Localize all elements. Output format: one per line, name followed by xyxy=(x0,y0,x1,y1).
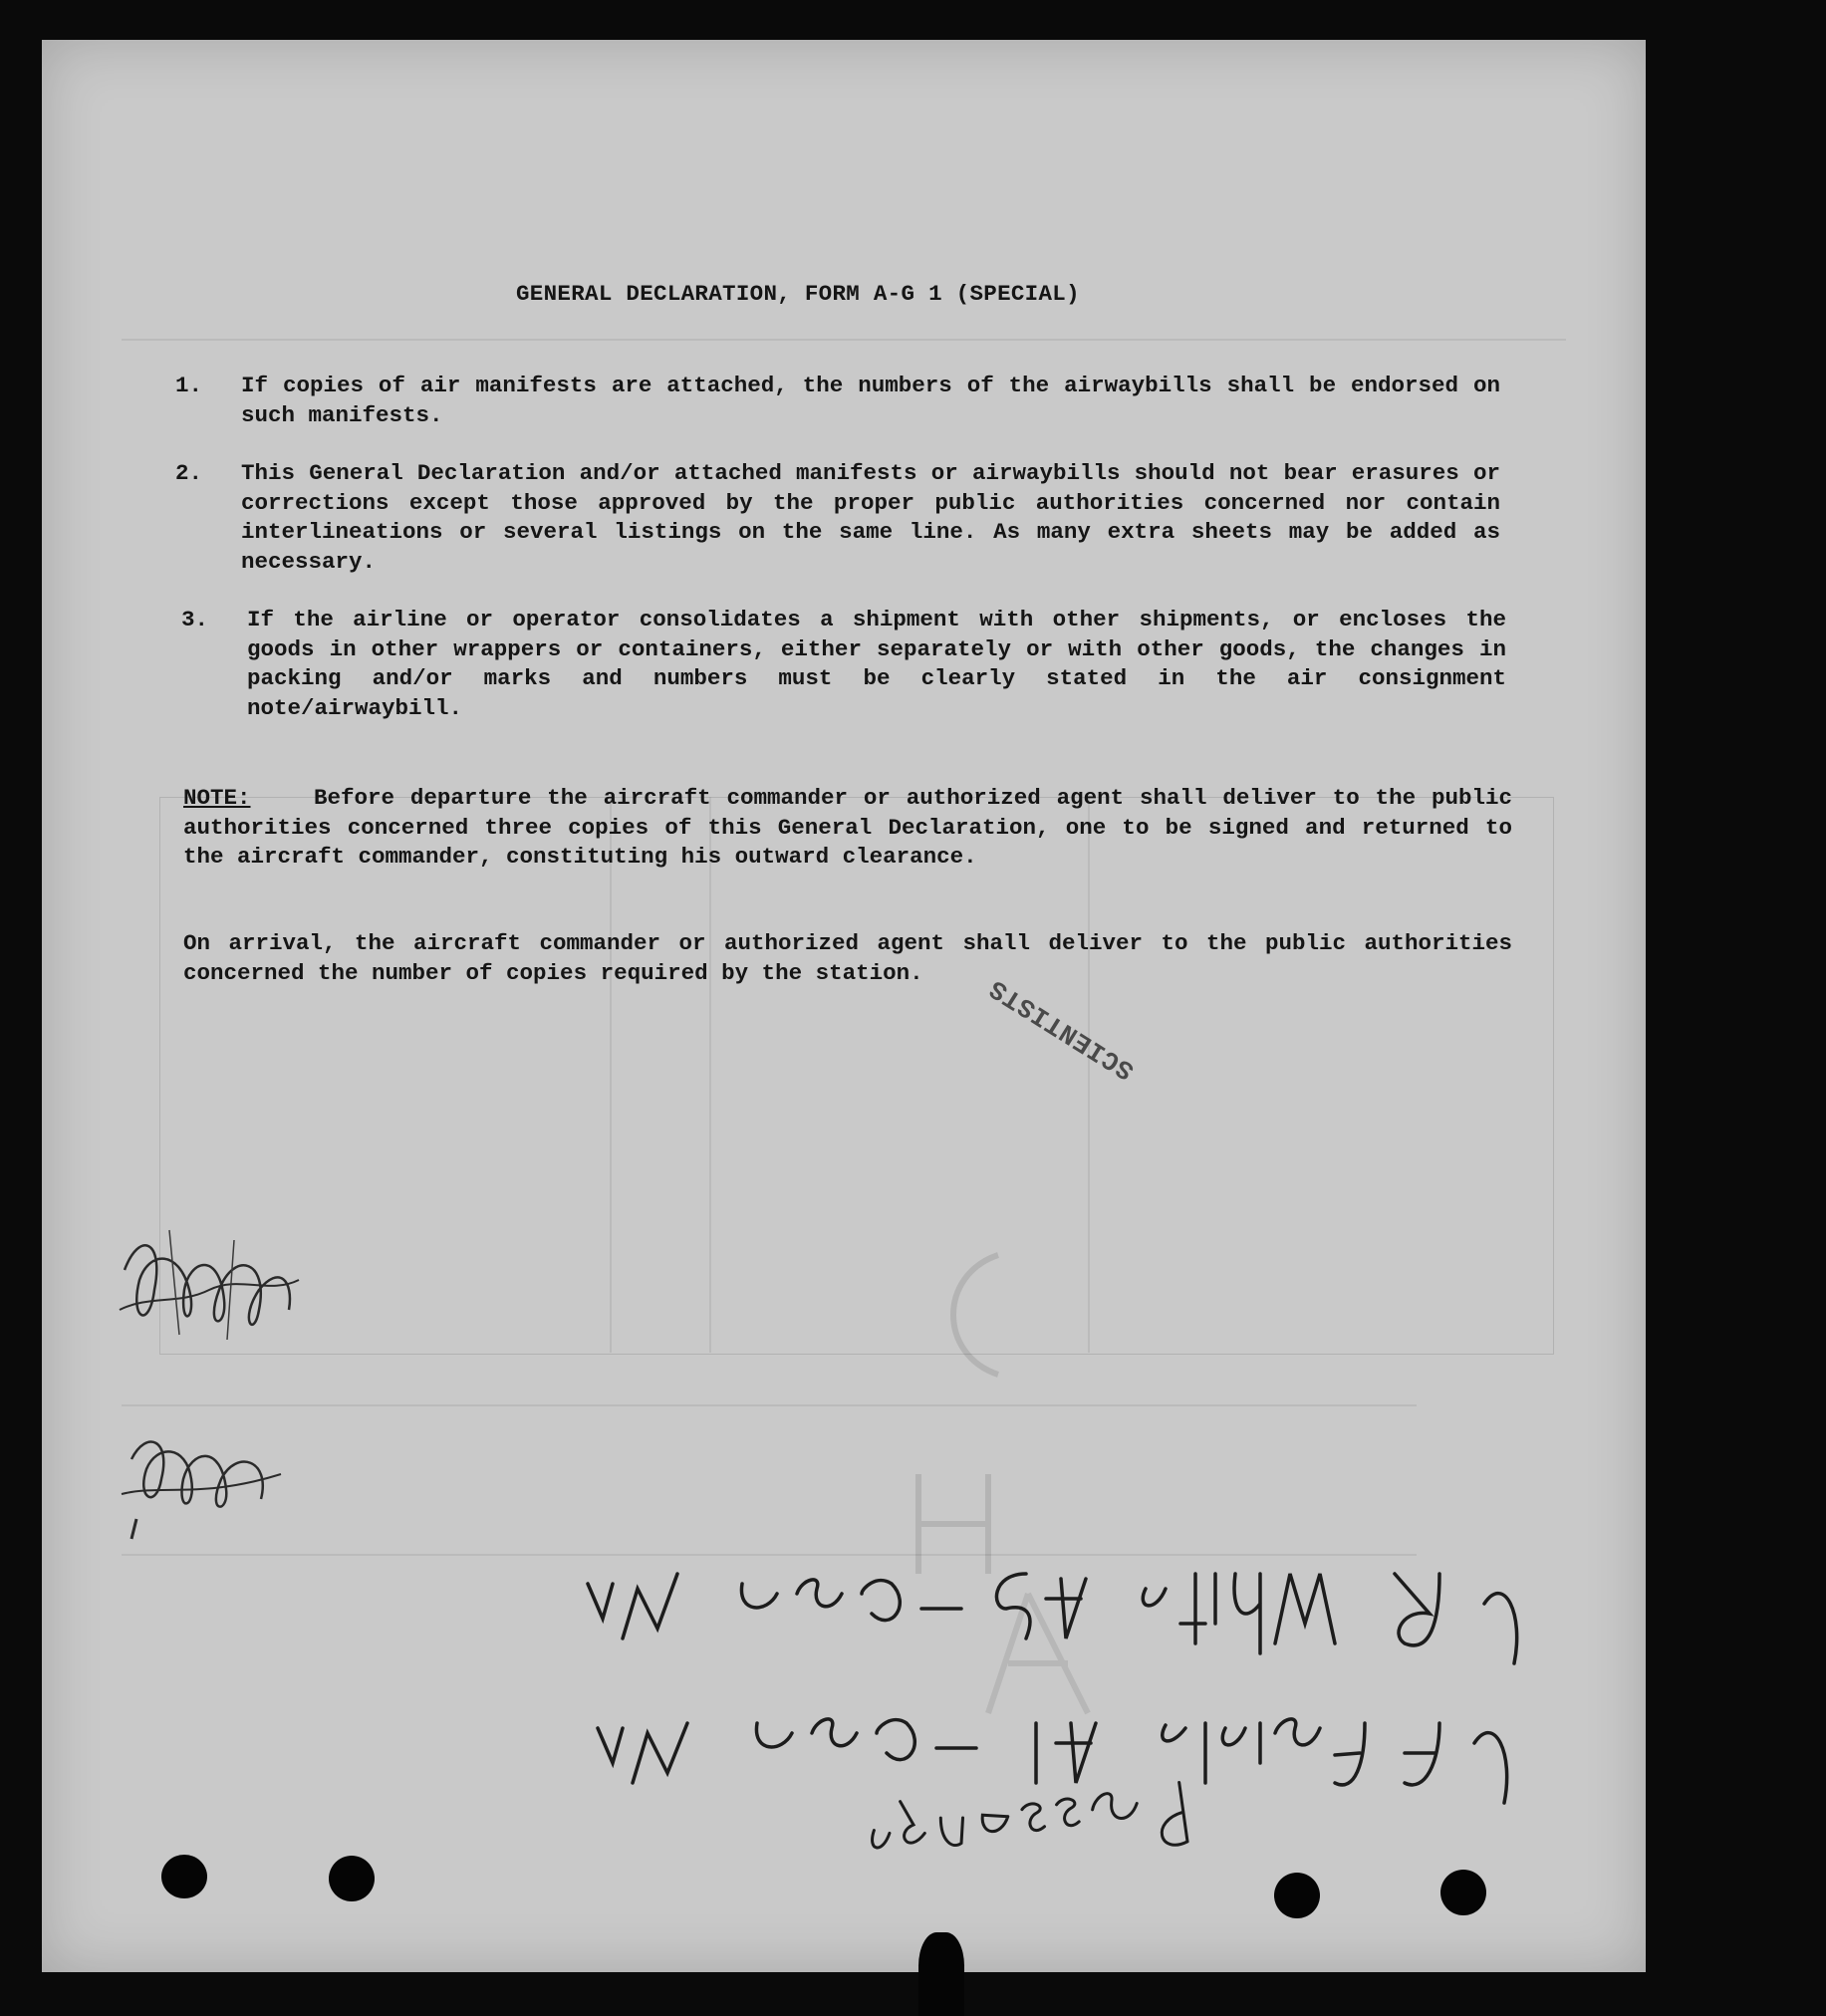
item-text: If the airline or operator consolidates a shipment with other shipments, or encloses the goods in other wrappers or containers, either separately or with other goods, the changes in packing and/or marks and numbers must be clearly stated in the air consignment note/airwaybill. xyxy=(247,607,1506,721)
bleed-through-line xyxy=(122,339,1566,341)
margin-initials-scribble xyxy=(112,1419,291,1539)
bleed-through-line xyxy=(122,1404,1417,1406)
note-label: NOTE: xyxy=(183,785,251,811)
arrival-paragraph: On arrival, the aircraft commander or authorized agent shall deliver to the public authorities concerned the number of copies required by the station. xyxy=(183,930,1512,986)
punch-hole xyxy=(1274,1873,1320,1918)
item-number: 1. xyxy=(175,373,203,398)
bleed-through-table xyxy=(159,797,1554,1355)
instruction-item-1 xyxy=(175,372,1510,431)
punch-hole xyxy=(1440,1870,1486,1915)
item-text: If copies of air manifests are attached, the numbers of the airwaybills shall be endorsed on such manifests. xyxy=(241,373,1500,428)
bleed-through-line xyxy=(122,1554,1417,1556)
note-text: Before departure the aircraft commander or authorized agent shall deliver to the public authorities concerned three copies of this General Declaration, one to be signed and returned to the aircraft commander, constituting his outward clearance. xyxy=(183,785,1512,870)
bleed-through-line xyxy=(610,797,612,1353)
item-number: 3. xyxy=(181,607,209,632)
bleed-through-line xyxy=(709,797,711,1353)
instruction-item-3 xyxy=(175,606,1510,725)
handwritten-passengers-note xyxy=(867,1783,1205,1892)
punch-hole xyxy=(329,1856,375,1901)
rubber-stamp: SCIENTISTS xyxy=(983,972,1140,1086)
instruction-item-2 xyxy=(175,459,1510,579)
punch-hole xyxy=(161,1855,207,1898)
note-paragraph xyxy=(183,784,1512,873)
paper-tear xyxy=(918,1932,964,2016)
page-title: GENERAL DECLARATION, FORM A-G 1 (SPECIAL) xyxy=(516,281,1080,307)
item-text: This General Declaration and/or attached manifests or airwaybills should not bear erasures or corrections except those approved by the proper public authorities concerned nor contain interlineations or several listings on the same line. As many extra sheets may be added as necessary. xyxy=(241,460,1500,575)
margin-initials-scribble xyxy=(110,1210,309,1350)
item-number: 2. xyxy=(175,460,203,486)
